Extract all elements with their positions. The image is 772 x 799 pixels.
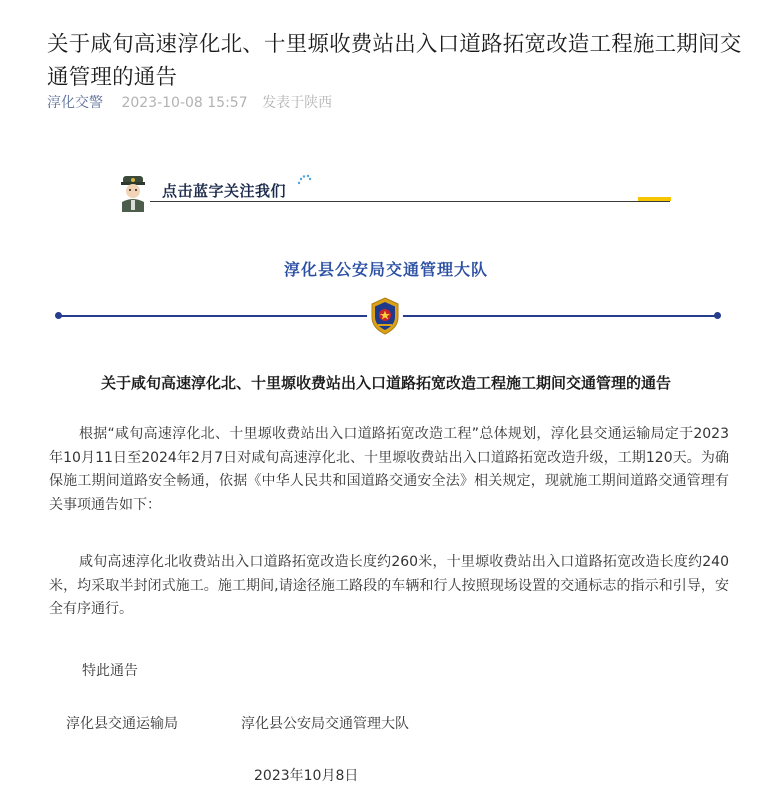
notice-closing: 特此通告	[82, 663, 138, 679]
account-name-link[interactable]: 淳化交警	[47, 95, 103, 111]
police-avatar-icon	[118, 174, 148, 212]
notice-paragraph-2: 咸旬高速淳化北收费站出入口道路拓宽改造长度约260米，十里塬收费站出入口道路拓宽改造长度约240米，均采取半封闭式施工。施工期间,请途径施工路段的车辆和行人按照现场设置的交通标志的指示和引导，安全有序通行。	[49, 554, 729, 617]
signer-transport-bureau: 淳化县交通运输局	[66, 716, 178, 732]
notice-date: 2023年10月8日	[254, 768, 359, 784]
notice-paragraph-1: 根据“咸旬高速淳化北、十里塬收费站出入口道路拓宽改造工程”总体规划，淳化县交通运输局定于2023年10月11日至2024年2月7日对咸旬高速淳化北、十里塬收费站出入口道路拓宽改造升级，工期120天。为确保施工期间道路安全畅通，依据《中华人民共和国道路交通安全法》相关规定，现就施工期间道路交通管理有关事项通告如下：	[49, 426, 729, 513]
follow-banner[interactable]	[116, 170, 676, 220]
article-title: 关于咸旬高速淳化北、十里塬收费站出入口道路拓宽改造工程施工期间交通管理的通告	[47, 32, 742, 91]
publish-location: 发表于陕西	[262, 95, 333, 111]
notice-heading: 关于咸旬高速淳化北、十里塬收费站出入口道路拓宽改造工程施工期间交通管理的通告	[100, 374, 671, 392]
article-meta	[47, 93, 332, 113]
banner-underline	[150, 201, 670, 202]
publish-datetime: 2023-10-08 15:57	[121, 95, 248, 111]
unit-name-heading: 淳化县公安局交通管理大队	[283, 260, 488, 279]
banner-accent-bar	[638, 197, 671, 201]
follow-prompt: 点击蓝字关注我们	[162, 182, 287, 200]
divider-left-dot	[55, 312, 62, 319]
sparkle-dots-icon	[296, 173, 312, 189]
divider-right-dot	[714, 312, 721, 319]
police-emblem-icon	[366, 295, 404, 337]
signer-traffic-police: 淳化县公安局交通管理大队	[241, 716, 409, 732]
